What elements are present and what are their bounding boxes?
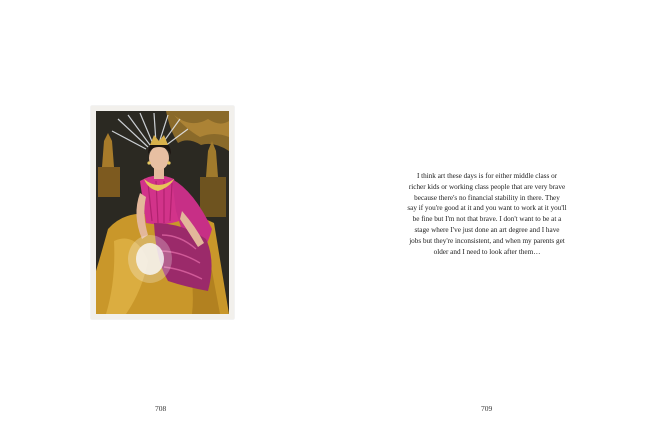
- quote-line: because there's no financial stability in there. They: [414, 193, 560, 202]
- quote-line: be fine but I'm not that brave. I don't want to be at a: [412, 215, 562, 224]
- quote-line: stage where I've just done an art degree and I have: [414, 225, 560, 234]
- photograph-image: [96, 111, 229, 314]
- quote-line: I think art these days is for either middle class or: [416, 172, 558, 180]
- page-number-right: 709: [481, 404, 493, 413]
- photo-illustration: [96, 111, 229, 314]
- photograph: [91, 106, 234, 319]
- quote-text: [392, 171, 582, 257]
- quote-line: say if you're good at it and you want to work at it you'll: [407, 204, 567, 213]
- quote-line: jobs but they're inconsistent, and when my parents get: [409, 236, 565, 245]
- quote-line: older and I need to look after them…: [433, 247, 541, 256]
- quote-line: richer kids or working class people that are very brave: [408, 182, 566, 191]
- page-number-left: 708: [155, 404, 167, 413]
